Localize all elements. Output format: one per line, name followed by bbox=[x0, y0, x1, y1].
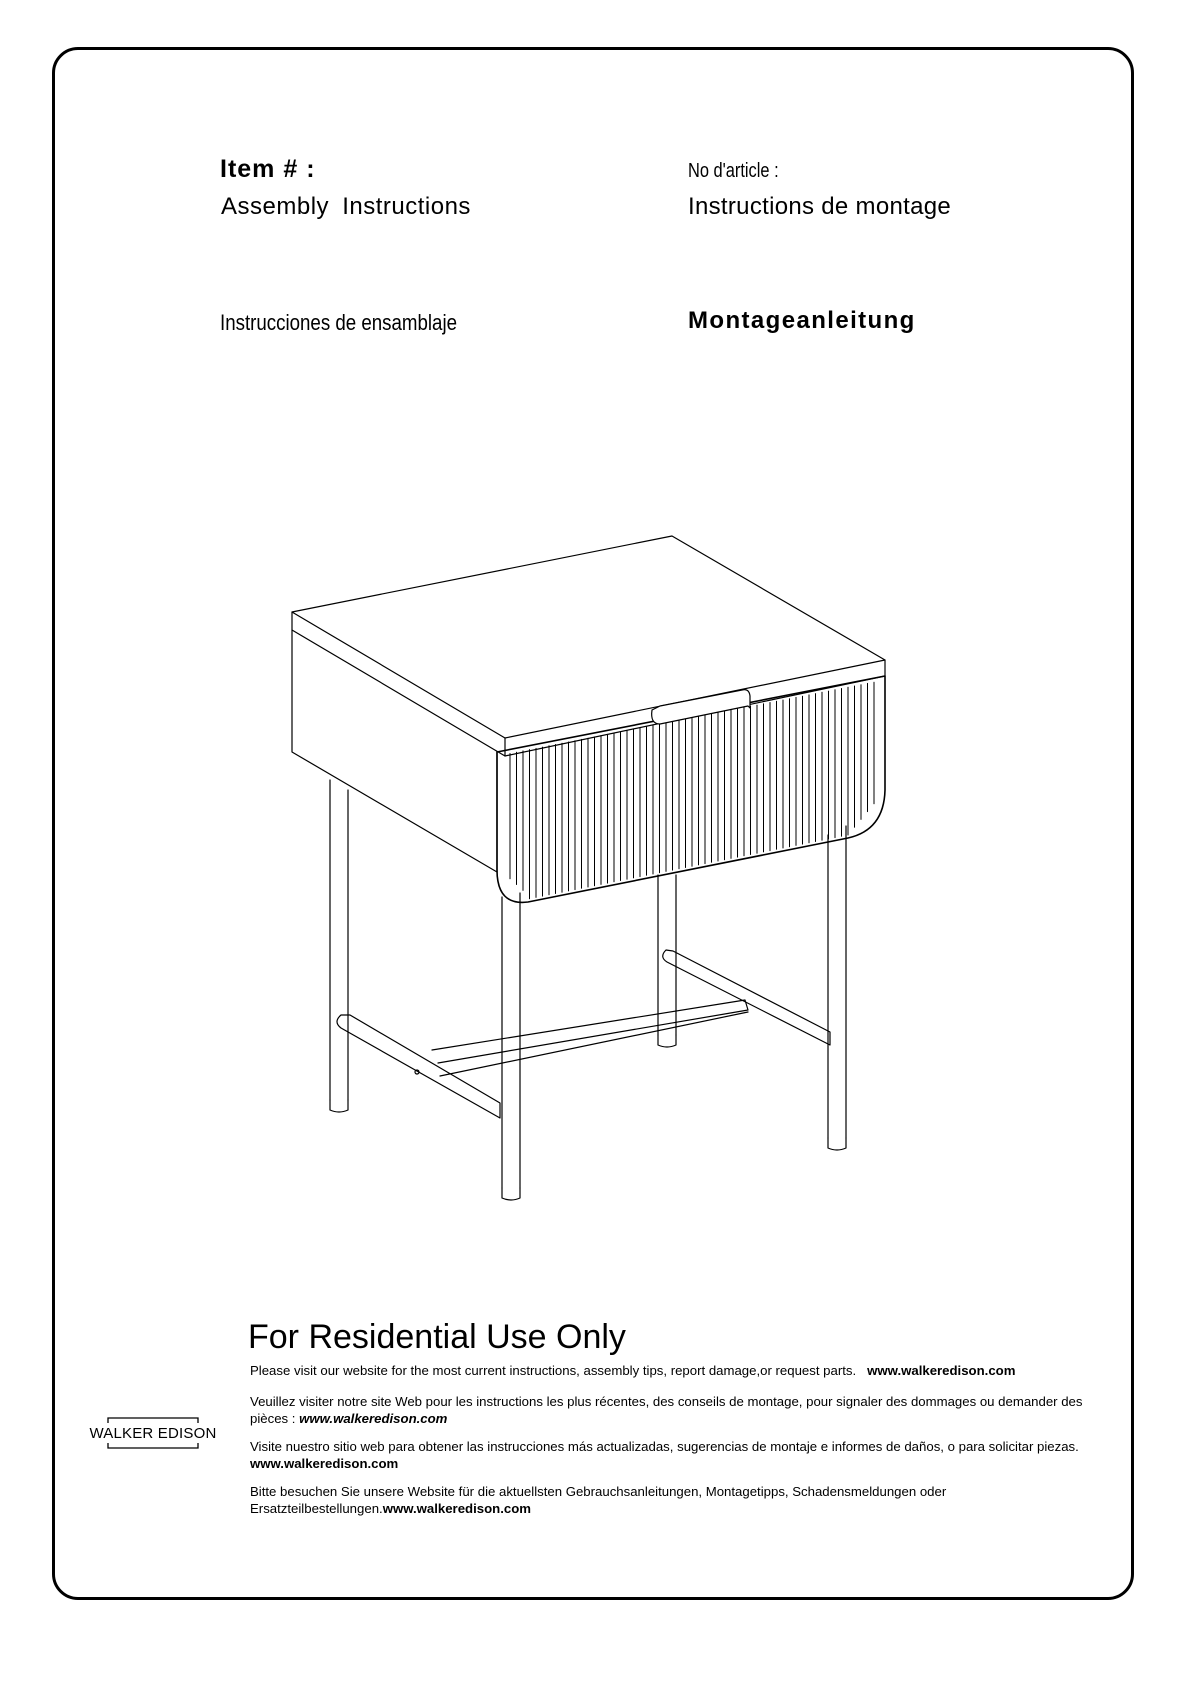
back-left-leg bbox=[330, 780, 348, 1112]
website-note-fr bbox=[250, 1394, 1105, 1427]
drawer-pull-handle bbox=[652, 690, 750, 724]
back-right-leg bbox=[658, 875, 676, 1047]
website-link-es[interactable]: www.walkeredison.com bbox=[250, 1455, 399, 1471]
website-note-es bbox=[250, 1439, 1105, 1472]
website-note-en-text: Please visit our website for the most current instructions, assembly tips, report damage,or request parts. bbox=[250, 1363, 857, 1378]
website-link-en[interactable]: www.walkeredison.com bbox=[867, 1363, 1016, 1378]
assembly-instructions-en: Assembly Instructions bbox=[221, 193, 471, 220]
assembly-instructions-es: Instrucciones de ensamblaje bbox=[220, 310, 458, 335]
website-link-de[interactable]: www.walkeredison.com bbox=[382, 1500, 531, 1516]
logo-text: WALKER EDISON bbox=[89, 1425, 217, 1442]
fluted-drawer-front bbox=[497, 676, 885, 902]
residential-use-title: For Residential Use Only bbox=[248, 1318, 626, 1356]
assembly-instructions-de: Montageanleitung bbox=[688, 307, 916, 334]
item-number-label: Item # : bbox=[220, 155, 316, 183]
website-note-fr-text: Veuillez visiter notre site Web pour les instructions les plus récentes, des conseils de montage, pour signaler des dommages ou demander des pièces : bbox=[250, 1394, 1083, 1426]
website-note-de-text: Bitte besuchen Sie unsere Website für die aktuellsten Gebrauchsanleitungen, Montagetipps, Schadensmeldungen oder Ersatzteilbestellungen. bbox=[250, 1484, 947, 1516]
item-number-label-fr: No d'article : bbox=[688, 160, 779, 182]
assembly-instructions-fr: Instructions de montage bbox=[688, 193, 952, 220]
website-note-en bbox=[250, 1363, 1105, 1380]
website-link-fr[interactable]: www.walkeredison.com bbox=[299, 1410, 448, 1426]
nightstand-illustration bbox=[270, 520, 910, 1220]
left-side-panel bbox=[292, 630, 497, 872]
front-left-leg bbox=[502, 893, 520, 1200]
stretchers bbox=[337, 950, 830, 1118]
website-note-de bbox=[250, 1484, 1105, 1517]
front-right-leg bbox=[828, 826, 846, 1150]
walker-edison-logo bbox=[84, 1415, 222, 1451]
website-note-es-text: Visite nuestro sitio web para obtener las instrucciones más actualizadas, sugerencias de montaje e informes de daños, o para solicitar piezas. bbox=[250, 1439, 1079, 1454]
